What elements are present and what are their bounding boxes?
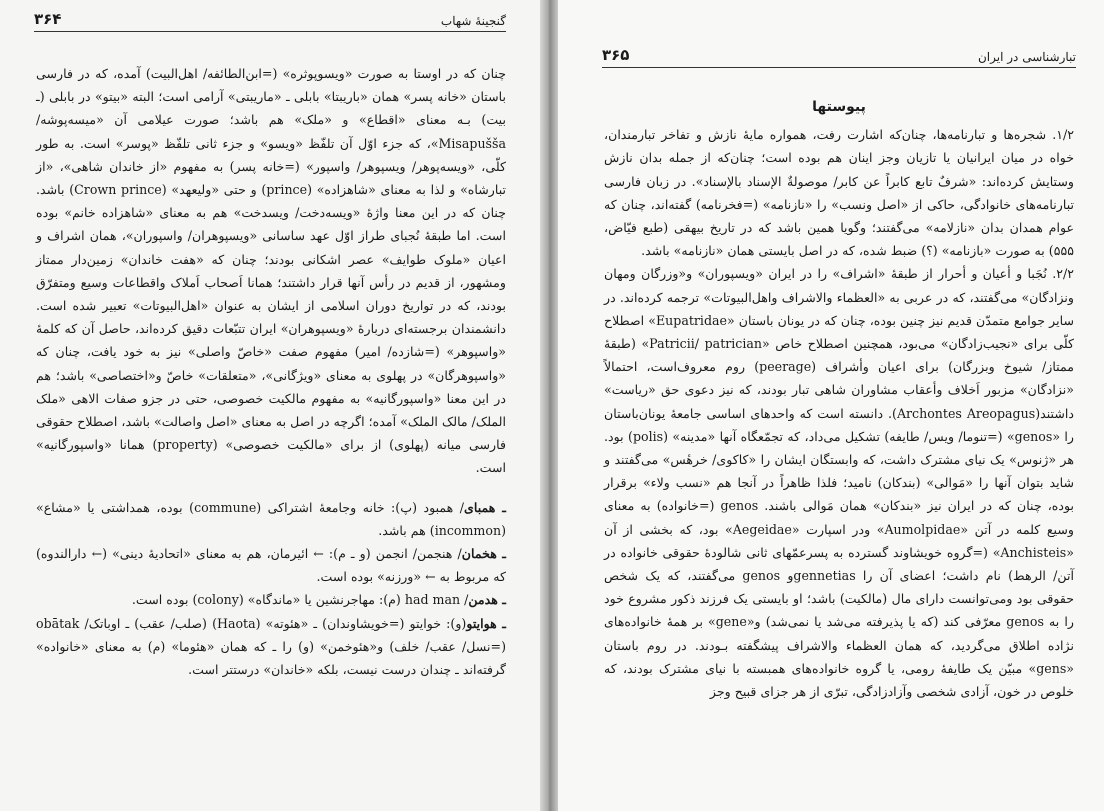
- left-header-title: گنجینهٔ شهاب: [440, 14, 506, 28]
- left-page: [0, 0, 540, 811]
- glossary-entry: [36, 496, 506, 542]
- glossary-entry: [36, 588, 506, 611]
- right-page-body: [604, 96, 1074, 703]
- glossary-term: ـ همبای: [464, 499, 506, 515]
- section-heading: پیوستها: [812, 99, 866, 115]
- right-page-header: [602, 46, 1076, 68]
- right-paragraph-2: ۲/۲. نُجَبا و أعیان و أحرار از طبقهٔ «اشراف» را در ایران «ویسپوران» و«وزرگان ومهان ونزادگان» می‌گفتند، که در عربی به «العظماء والاشراف واهل‌البیوتات» ترجمه کرده‌اند. در سایر جوامع متمدّن قدیم نیز چنین بوده، چنان که در یونان باستان «Eupatridae» اصطلاح کلّی برای «نجیب‌زادگان» می‌بود، همچنین اصطلاح خاص «Patricii/ patrician» (طبقهٔ ممتاز/ شیوخ وبزرگان) برای اعیان وأشراف (peerage) روم معروف‌است، احتمالاً «نزادگان» مزبور اَخلاف وأعقاب مشاوران شاهی تبار بودند، که نیز دعوی حق «ریاست» داشتند(Archontes Areopagus). دانسته است که واحدهای اساسی جامعهٔ یونان‌باستان را «genos» (=تنوما/ ویس/ طایفه) تشکیل می‌داد، که تجمّعگاه آنها «مدینه» (polis) بود. هر «ژنوس» یک نیای مشترک داشت، که وابستگان ایشان را «کاکوی/ خرهٔس» می‌گفتند و شاید بتوان آنها را «مَوالی» (بندکان) نامید؛ فلذا ظاهراً در آنجا هم «نسب ولاء» برقرار بوده، چنان که در ایران نیز «بندکان» همان مَوالی باشند. genos (=خانواده) به معنای وسیع کلمه در آتن «Aumolpidae» ودر اسپارت «Aegeidae» بود، که بخشی از آن «Anchisteis» (=گروه خویشاوند گسترده به پسرعمّهای ثانی شالودهٔ حقوقی خانواده در آتن/ الرهط) نام داشت؛ اعضای آن را gennetiasو genos می‌گفتند، که یک شخص حقوقی بود ومی‌توانست دارای مال (مالکیت) باشد؛ او بایستی یک فرزند ذکور مشروع خود را به genos معرّفی کند (که یا پذیرفته می‌شد یا نمی‌شد) و«gene» بر همهٔ خانواده‌های نژاده اطلاق می‌گردید، که همان العظماء والاشراف پیشگفته بـودند. در روم باستان «gens» مبیّن یک طایفهٔ رومی، یا گروه خانواده‌های همبسته با نیای مشترک بودند، که خلوص در خون، آزادی شخصی وآزادزادگی، تبرّی از هر جزای قبیح وجز: [604, 266, 1075, 700]
- glossary-term: ـ هدمن: [468, 592, 506, 608]
- right-paragraph-1: ۱/۲. شجره‌ها و تبارنامه‌ها، چنان‌که اشارت رفت، همواره مایهٔ نازش و تفاخر تبارمندان، خواه در میان ایرانیان یا تازیان وجز اینان هم بوده است؛ چنان‌که از جمله بدان نازش وستایش کرده‌اند: «شرفٌ تابع کابراً عن کابر/ موصولةٌ الإسناد بالإسناد». در زبان فارسی تبارنامه‌های خانوادگی، حاکی از «اصل ونسب» را «نازنامه» (=فخرنامه) گفته‌اند، چنان که عوام همدان بدان «نازلامه» می‌گفتند؛ وگویا همین باشد که در تاریخ بیهقی (طبع فیّاض، ۵۵۵) به صورت «بازنامه» (؟) ضبط شده، که در اصل بایستی همان «نازنامه» باشد.: [604, 127, 1074, 259]
- glossary-text: / had man (م): مهاجرنشین یا «ماندگاه» (colony) بوده است.: [131, 592, 469, 608]
- glossary-text: / هنجمن/ انجمن (و ـ م): ← ائیرمان، هم به معنای «اتحادیهٔ دینی» (← دارالندوه) که مربوط به ← «ورزنه» بوده است.: [36, 546, 506, 585]
- left-page-header: [34, 10, 506, 32]
- glossary-entry: [36, 542, 506, 588]
- left-page-body: [36, 62, 506, 681]
- glossary-text: (و): خوایتو (=خویشاوندان) ـ «هئوته» (Haota) (صلب/ عقب) ـ اوباتک/ obātak (=نسل/ عقب/ خلف) و«هئوخمن» (و) را ـ که همان «هئوما» (م) به معنای «خانواده» گرفته‌اند ـ چندان درست نیست، بلکه «خاندان» درستتر است.: [36, 615, 506, 678]
- glossary-term: ـ هخمان: [461, 546, 506, 562]
- right-page-number: ۳۶۵: [602, 46, 630, 64]
- right-header-title: تبارشناسی در ایران: [977, 50, 1076, 64]
- left-paragraph-1: چنان که در اوستا به صورت «ویسوپوثره» (=ابن‌الطائفه/ اهل‌البیت) آمده، که در فارسی باستان «خانه پسر» همان «باریبتا» بابلی ـ «ماریبتی» آرامی است؛ البته «بیتو» در بابلی (ـ بیت) بـه معنای «اقطاع» و «ملک» هم باشد؛ صورت عیلامی آن «میسه‌پوشه/ Misapušša»، که جزء اوّل آن تلفّظ «ویسو» و جزء ثانی تلفّظ «پوسر» است. به طور کلّی، «ویسه‌پوهر/ ویسپوهر/ واسپور» (=خانه پسر) به مفهوم «از خاندان شاهی»، «از تبارشاه» و لذا به معنای «شاهزاده» (prince) و حتی «ولیعهد» (Crown prince) باشد. چنان که در این معنا واژهٔ «ویسه‌دخت/ ویسدخت» هم به معنای «شاهزاده خانم» بوده است. اما طبقهٔ نُجبای طراز اوّل عهد ساسانی «ویسپوهران/ واسپوران»، همان اشراف و اعیان «ملوک طوایف» عصر اشکانی بودند؛ چنان که «هفت خاندان» زمین‌دار ممتاز ومشهور، از قدیم در رأس آنها قرار داشتند؛ همانا اَصحاب اَملاک واقطاعات وسیع ومتفرّق بودند، که در تواریخ دوران اسلامی از ایشان به عنوان «اهل‌البیوتات» تعبیر شده است. دانشمندان برجسته‌ای دربارهٔ «ویسپوهران» ایران تتبّعات دقیق کرده‌اند، حاصل آن که کلمهٔ «واسپوهر» (=شازده/ امیر) مفهوم صفت «خاصّ واصلی» نیز به خود یافت، چنان که «واسپوهرگان» در پهلوی به معنای «ویژگانی»، «متعلقات» خاصّ و«اختصاصی» باشد؛ هم در این معنا «واسپورگانیه» به مفهوم مالکیت خصوصی، حتی در جزو صفات الاهی «ملک الملک/ مالک الملک» آمده؛ اگرچه در اصل به معنای «اصل واصالت» باشد، اصطلاح حقوقی فارسی میانه (پهلوی) از برای «مالکیت خصوصی» (property) همانا «واسپورگانیه» است.: [36, 66, 507, 476]
- right-page: [558, 0, 1104, 811]
- glossary-entry: [36, 612, 506, 682]
- book-gutter: [540, 0, 558, 811]
- glossary-text: / همبود (پ): خانه وجامعهٔ اشتراکی (commune) بوده، همداشتی یا «مشاع» (incommon) هم باشد.: [36, 499, 506, 538]
- glossary-term: ـ هوایتو: [466, 615, 506, 631]
- left-page-number: ۳۶۴: [34, 10, 62, 28]
- glossary: [36, 496, 506, 682]
